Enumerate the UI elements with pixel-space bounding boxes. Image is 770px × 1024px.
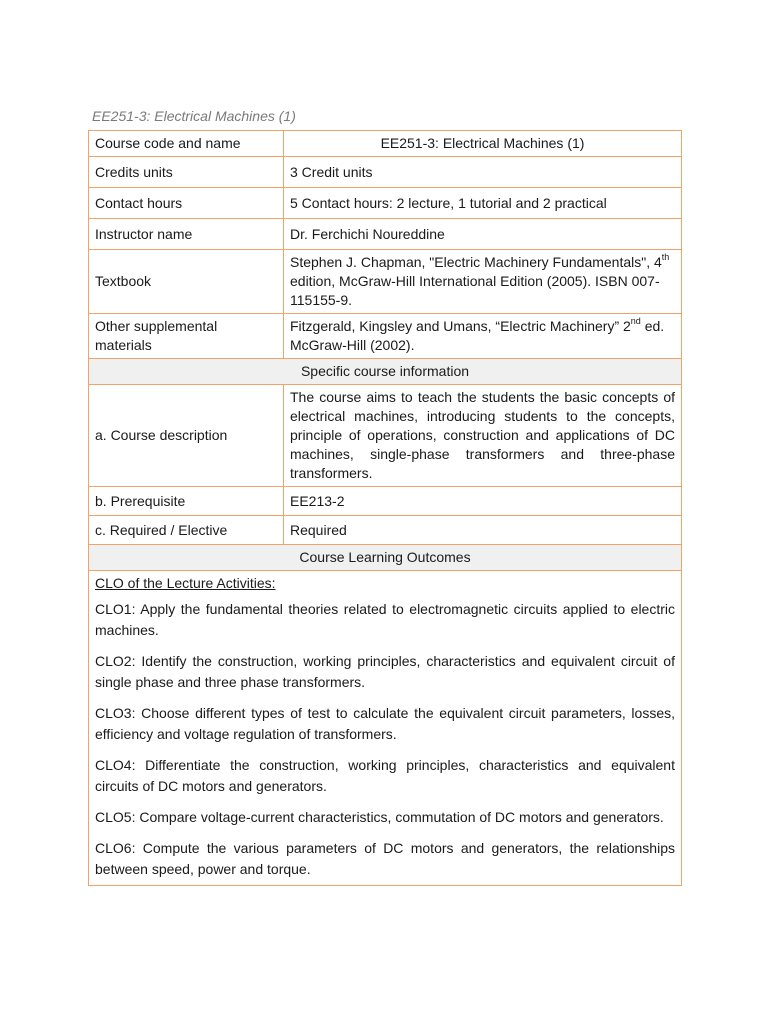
- credits-label: Credits units: [89, 157, 284, 188]
- required-elective-value: Required: [284, 516, 682, 545]
- clo-heading: CLO of the Lecture Activities:: [95, 575, 276, 591]
- course-info-table: [88, 130, 682, 886]
- clo-item: CLO6: Compute the various parameters of DC motors and generators, the relationships between speed, power and torque.: [95, 840, 675, 877]
- table-row: [89, 314, 682, 359]
- section-header-row: [89, 359, 682, 385]
- section-learning-outcomes: Course Learning Outcomes: [89, 545, 682, 571]
- table-row: [89, 219, 682, 250]
- table-caption: EE251-3: Electrical Machines (1): [92, 108, 296, 124]
- clo-item: CLO2: Identify the construction, working principles, characteristics and equivalent circuit of single phase and three phase transformers.: [95, 653, 675, 690]
- clo-item: CLO4: Differentiate the construction, working principles, characteristics and equivalent circuits of DC motors and generators.: [95, 757, 675, 794]
- clo-item: CLO5: Compare voltage-current characteristics, commutation of DC motors and generators.: [95, 809, 664, 825]
- instructor-label: Instructor name: [89, 219, 284, 250]
- course-description-label: a. Course description: [89, 385, 284, 487]
- course-code-label: Course code and name: [89, 131, 284, 157]
- supplemental-label: Other supplemental materials: [89, 314, 284, 359]
- table-row: [89, 487, 682, 516]
- section-header-row: [89, 545, 682, 571]
- textbook-value: [284, 250, 682, 314]
- table-row: [89, 157, 682, 188]
- prerequisite-value: EE213-2: [284, 487, 682, 516]
- table-row: [89, 385, 682, 487]
- section-specific-info: Specific course information: [89, 359, 682, 385]
- contact-hours-label: Contact hours: [89, 188, 284, 219]
- table-row: [89, 516, 682, 545]
- required-elective-label: c. Required / Elective: [89, 516, 284, 545]
- instructor-value: Dr. Ferchichi Noureddine: [284, 219, 682, 250]
- clo-item: CLO1: Apply the fundamental theories related to electromagnetic circuits applied to electric machines.: [95, 601, 675, 638]
- course-description-value: The course aims to teach the students the basic concepts of electrical machines, introducing students to the concepts, principle of operations, construction and applications of DC machines, single-phase transformers and three-phase transformers.: [284, 385, 682, 487]
- credits-value: 3 Credit units: [284, 157, 682, 188]
- supplemental-text: Fitzgerald, Kingsley and Umans, “Electric Machinery” 2: [290, 318, 631, 334]
- clo-item: CLO3: Choose different types of test to calculate the equivalent circuit parameters, losses, efficiency and voltage regulation of transformers.: [95, 705, 675, 742]
- table-row: [89, 188, 682, 219]
- course-code-value: EE251-3: Electrical Machines (1): [284, 131, 682, 157]
- textbook-text: Stephen J. Chapman, "Electric Machinery Fundamentals", 4: [290, 254, 662, 270]
- textbook-label: Textbook: [89, 250, 284, 314]
- contact-hours-value: 5 Contact hours: 2 lecture, 1 tutorial and 2 practical: [284, 188, 682, 219]
- prerequisite-label: b. Prerequisite: [89, 487, 284, 516]
- textbook-text-rest: edition, McGraw-Hill International Edition (2005). ISBN 007-115155-9.: [290, 273, 660, 308]
- clo-cell: [89, 571, 682, 886]
- supplemental-edition-suffix: nd: [630, 316, 641, 327]
- table-row: [89, 571, 682, 886]
- supplemental-text-rest: ed. McGraw-Hill (2002).: [290, 318, 665, 353]
- supplemental-value: [284, 314, 682, 359]
- textbook-edition-suffix: th: [661, 252, 670, 263]
- table-row: [89, 131, 682, 157]
- table-row: [89, 250, 682, 314]
